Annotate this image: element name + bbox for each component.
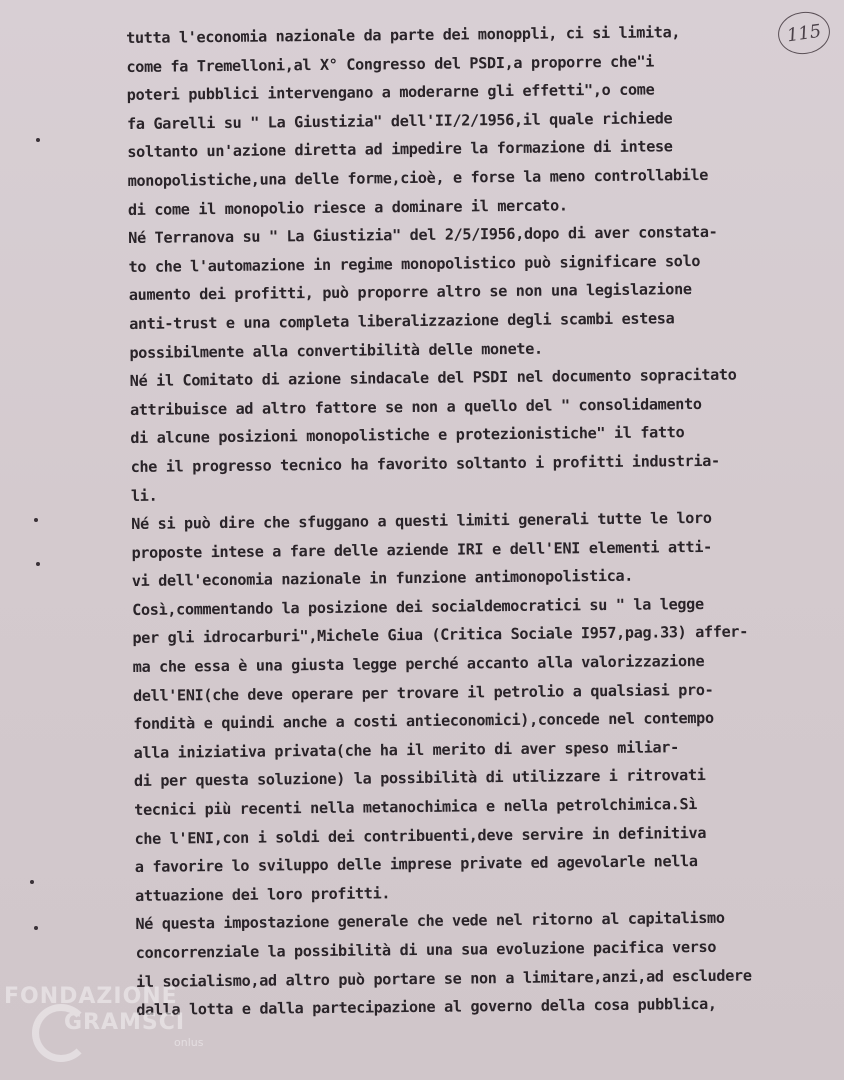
text-line: attuazione dei loro profitti. [135,884,391,905]
ink-speck [30,880,34,884]
text-line: anti-trust e una completa liberalizzazione degli scambi estesa [129,309,675,333]
text-line: Né Terranova su " La Giustizia" del 2/5/I956,dopo di aver constata- [128,222,718,248]
text-line: Né il Comitato di azione sindacale del PSDI nel documento sopracitato [129,365,737,391]
text-line: ma che essa è una giusta legge perché accanto alla valorizzazione [132,652,705,677]
ink-speck [36,562,40,566]
g-logo-icon [32,1004,90,1062]
text-line: alla iniziativa privata(che ha il merito di aver speso miliar- [133,738,679,762]
watermark-line-3: onlus [174,1036,204,1049]
text-line: tutta l'economia nazionale da parte dei monoppli, ci si limita, [126,23,681,47]
ink-speck [36,138,40,142]
text-line: tecnici più recenti nella metanochimica e nella petrolchimica.Sì [134,795,698,819]
ink-speck [34,518,38,522]
text-line: Così,commentando la posizione dei socialdemocratici su " la legge [132,594,704,619]
typewritten-text [126,17,836,1025]
text-line: concorrenziale la possibilità di una sua evoluzione pacifica verso [135,937,717,962]
text-line: monopolistiche,una delle forme,cioè, e forse la meno controllabile [127,165,709,190]
text-line: di per questa soluzione) la possibilità di utilizzare i ritrovati [133,766,706,791]
text-line: vi dell'economia nazionale in funzione antimonopolistica. [131,567,634,591]
text-line: poteri pubblici intervengano a moderarne gli effetti",o come [126,80,655,105]
text-line: a favorire lo sviluppo delle imprese private ed agevolarle nella [134,852,698,877]
text-line: proposte intese a fare delle aziende IRI e dell'ENI elementi atti- [131,537,712,562]
text-line: il socialismo,ad altro può portare se non a limitare,anzi,ad escludere [135,966,752,991]
text-line: soltanto un'azione diretta ad impedire la formazione di intese [127,137,673,162]
text-line: come fa Tremelloni,al X° Congresso del PSDI,a proporre che"i [126,52,655,76]
handwritten-page-number: 115 [775,9,832,58]
text-line: fondità e quindi anche a costi antieconomici),concede nel contempo [133,709,714,734]
text-line: possibilmente alla convertibilità delle monete. [129,339,543,362]
text-line: per gli idrocarburi",Michele Giua (Critica Sociale I957,pag.33) affer- [132,622,749,648]
text-line: Né si può dire che sfuggano a questi limiti generali tutte le loro [131,508,712,534]
watermark-line-1: FONDAZIONE [4,984,178,1009]
text-line: fa Garelli su " La Giustizia" dell'II/2/1956,il quale richiede [126,109,673,133]
text-line: to che l'automazione in regime monopolistico può significare solo [128,251,701,276]
text-line: Né questa impostazione generale che vede nel ritorno al capitalismo [135,909,725,934]
text-line: di come il monopolio riesce a dominare il mercato. [127,195,568,219]
text-line: che l'ENI,con i soldi dei contribuenti,deve servire in definitiva [134,823,707,848]
text-line: dell'ENI(che deve operare per trovare il petrolio a qualsiasi pro- [132,680,714,705]
text-line: attribuisce ad altro fattore se non a quello del " consolidamento [129,394,702,419]
text-line: di alcune posizioni monopolistiche e protezionistiche" il fatto [130,423,685,448]
text-line: li. [130,486,158,505]
text-line: dalla lotta e dalla partecipazione al governo della cosa pubblica, [136,995,717,1020]
ink-speck [34,926,38,930]
watermark-line-2: GRAMSCI [64,1010,186,1035]
text-line: che il progresso tecnico ha favorito soltanto i profitti industria- [130,451,720,476]
text-line: aumento dei profitti, può proporre altro se non una legislazione [128,280,692,305]
